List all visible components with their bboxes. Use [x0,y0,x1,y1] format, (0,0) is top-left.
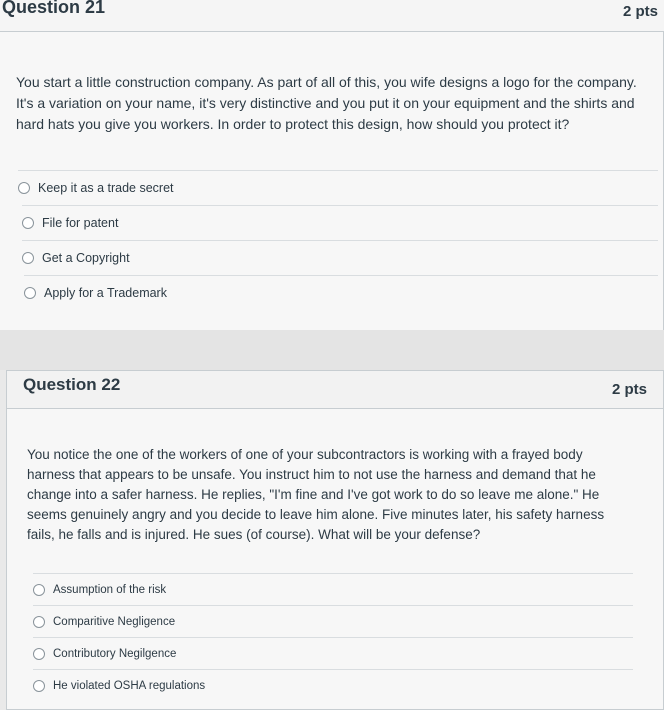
answer-option-contributory-negligence[interactable] [33,637,633,669]
answer-option-osha-violation[interactable] [33,669,633,701]
answer-option-comparative-negligence[interactable] [33,605,633,637]
radio-icon[interactable] [33,648,45,660]
radio-icon[interactable] [33,616,45,628]
question-separator [0,330,664,370]
radio-icon[interactable] [33,584,45,596]
answer-label: Keep it as a trade secret [38,180,174,195]
question-22-points: 2 pts [611,381,647,398]
answer-option-trademark[interactable] [24,275,658,309]
answer-option-copyright[interactable] [22,240,658,274]
question-22-card [6,370,664,710]
radio-icon[interactable] [24,287,36,299]
radio-icon[interactable] [22,217,34,229]
answer-label: Contributory Negilgence [53,647,177,660]
question-21-text: You start a little construction company. As part of all of this, you wife designs a logo for the company. It's a variation on your name, it's very distinctive and you put it on your equipment and the shirts and hard hats you give you workers. In order to protect this design, how should you protect it? [16,74,637,132]
answer-option-assumption-of-risk[interactable] [33,573,633,605]
radio-icon[interactable] [33,680,45,692]
answer-label: He violated OSHA regulations [53,679,206,692]
answer-option-patent[interactable] [22,205,658,239]
question-22-header [7,371,663,409]
question-21-points: 2 pts [622,3,658,20]
question-22-text: You notice the one of the workers of one of your subcontractors is working with a frayed body harness that appears to be unsafe. You instruct him to not use the harness and demand that he change into a safer harness. He replies, "I'm fine and I've got work to do so leave me alone." He seems genuinely angry and you decide to leave him alone. Five minutes later, his safety harness fails, he falls and is injured. He sues (of course). What will be your defense? [27,447,605,542]
answer-label: Assumption of the risk [53,583,167,596]
answer-label: File for patent [42,215,119,230]
question-21-header [0,0,664,32]
answer-option-trade-secret[interactable] [18,170,658,204]
answer-label: Get a Copyright [42,250,130,265]
question-21-card [0,0,664,330]
answer-label: Apply for a Trademark [44,285,167,300]
answer-label: Comparitive Negligence [53,615,176,628]
question-21-title: Question 21 [2,0,106,17]
question-22-title: Question 22 [23,375,121,394]
radio-icon[interactable] [22,252,34,264]
radio-icon[interactable] [18,182,30,194]
